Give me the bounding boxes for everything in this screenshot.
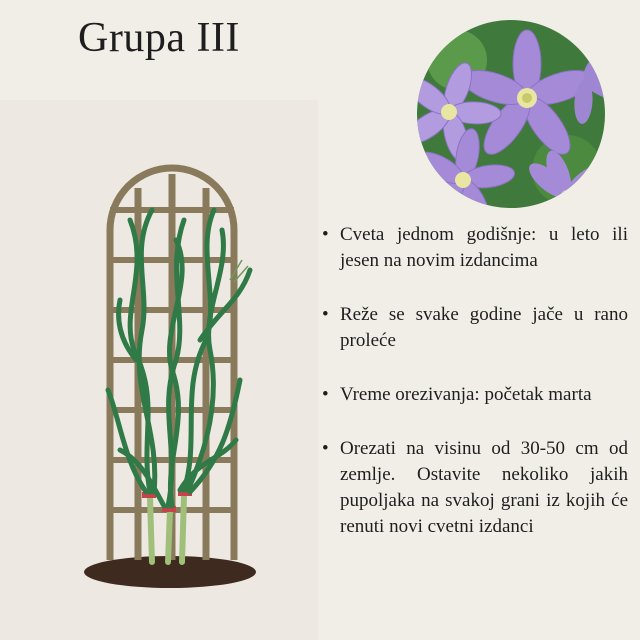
clematis-flower-photo	[417, 20, 605, 208]
info-list	[322, 222, 628, 568]
list-item: • Vreme orezivanja: početak marta	[322, 382, 628, 408]
trellis-illustration	[80, 160, 280, 600]
list-item: • Orezati na visinu od 30-50 cm od zemlje. Ostavite nekoliko jakih pupoljaka na svakoj grani iz kojih će renuti novi cvetni izdanci	[322, 436, 628, 540]
list-item: • Reže se svake godine jače u rano proleće	[322, 302, 628, 354]
page-title: Grupa III	[78, 15, 240, 61]
list-item: • Cveta jednom godišnje: u leto ili jesen na novim izdancima	[322, 222, 628, 274]
